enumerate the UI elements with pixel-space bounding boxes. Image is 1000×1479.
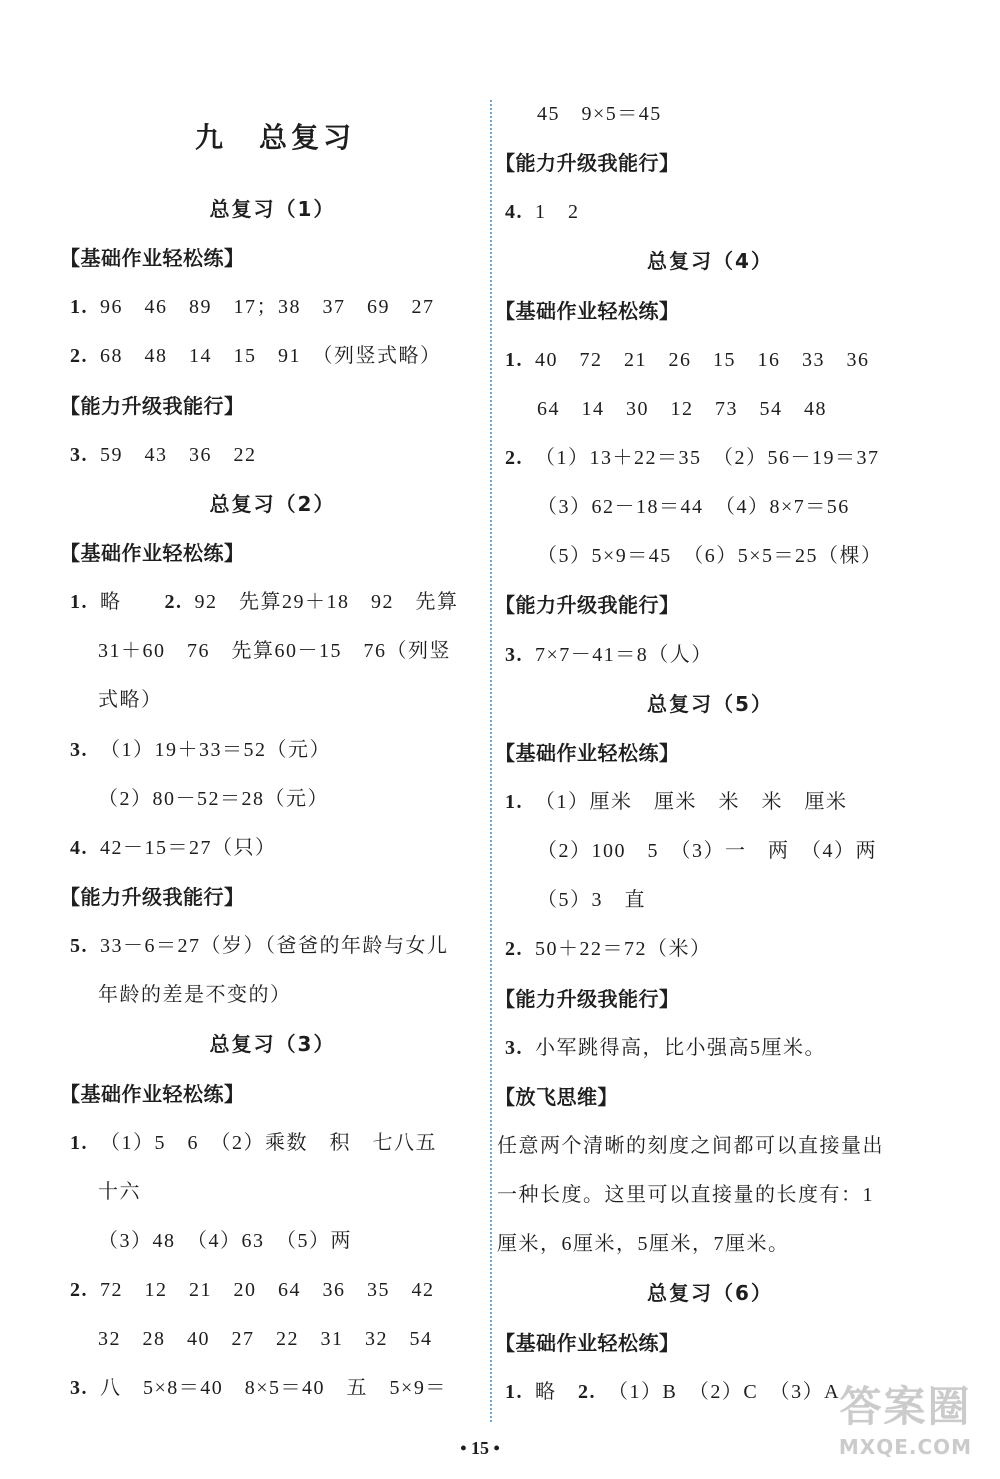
item-number: 1. — [70, 591, 88, 614]
answer-continuation: 45 9×5＝45 — [537, 103, 662, 125]
item-number: 5. — [70, 935, 88, 958]
item-text: 96 46 89 17；38 37 69 27 — [100, 296, 435, 319]
item-text: 92 先算29＋18 92 先算 — [194, 591, 459, 614]
item-text: 八 5×8＝40 8×5＝40 五 5×9＝ — [100, 1377, 447, 1400]
chapter-title: 九 总复习 — [194, 121, 355, 154]
answer-continuation: 32 28 40 27 22 31 32 54 — [98, 1328, 433, 1351]
item-number: 2. — [164, 591, 183, 614]
item-number: 2. — [578, 1380, 596, 1403]
answer-item — [60, 922, 485, 971]
answer-item — [495, 631, 960, 680]
answer-paragraph: 一种长度。这里可以直接量的长度有：1 — [497, 1184, 874, 1207]
answer-paragraph: 任意两个清晰的刻度之间都可以直接量出 — [497, 1134, 884, 1157]
item-text: （1）13＋22＝35 （2）56－19＝37 — [535, 446, 880, 469]
item-number: 2. — [70, 345, 88, 368]
item-text: （1）B （2）C （3）A — [608, 1380, 841, 1403]
exercise-category-heading: 【基础作业轻松练】 — [60, 246, 245, 271]
section-heading: 总复习（4） — [647, 249, 773, 274]
item-text: 略 — [100, 591, 165, 614]
answer-continuation: （5）3 直 — [537, 889, 646, 912]
item-number: 2. — [505, 938, 523, 961]
right-column — [495, 90, 960, 1417]
answer-item — [495, 778, 960, 827]
item-number: 3. — [70, 738, 88, 761]
exercise-category-heading: 【基础作业轻松练】 — [60, 540, 245, 565]
item-number: 2. — [70, 1279, 88, 1302]
item-text: 33－6＝27（岁）（爸爸的年龄与女儿 — [100, 935, 449, 958]
answer-paragraph: 厘米，6厘米，5厘米，7厘米。 — [497, 1233, 790, 1256]
page-number: • 15 • — [460, 1438, 500, 1458]
item-text: 68 48 14 15 91 （列竖式略） — [100, 345, 442, 368]
exercise-category-heading: 【基础作业轻松练】 — [495, 1330, 680, 1355]
watermark-logo-text: 答案圈 — [839, 1382, 972, 1431]
item-number: 2. — [505, 446, 523, 469]
exercise-category-heading: 【基础作业轻松练】 — [60, 1081, 245, 1106]
answer-item — [495, 188, 960, 237]
exercise-category-heading: 【能力升级我能行】 — [495, 593, 680, 618]
exercise-category-heading: 【能力升级我能行】 — [60, 884, 245, 909]
exercise-category-heading: 【能力升级我能行】 — [495, 151, 680, 176]
item-text: （1）19＋33＝52（元） — [100, 738, 331, 761]
exercise-category-heading: 【能力升级我能行】 — [60, 393, 245, 418]
answer-item — [60, 283, 485, 332]
section-heading: 总复习（2） — [209, 491, 336, 516]
section-heading: 总复习（3） — [209, 1032, 336, 1057]
exercise-category-heading: 【基础作业轻松练】 — [495, 298, 680, 323]
item-number: 3. — [70, 443, 88, 466]
answer-continuation: （3）62－18＝44 （4）8×7＝56 — [537, 496, 850, 519]
watermark-site-text: MXQE.COM — [838, 1435, 973, 1459]
answer-item — [60, 1364, 485, 1413]
answer-item — [60, 726, 485, 775]
answer-continuation: （3）48 （4）63 （5）两 — [98, 1229, 352, 1252]
item-number: 3. — [505, 1036, 523, 1059]
left-column — [60, 185, 485, 1414]
answer-item — [60, 824, 485, 873]
item-number: 3. — [70, 1377, 88, 1400]
exercise-category-heading: 【能力升级我能行】 — [495, 986, 680, 1011]
answer-continuation: （2）80－52＝28（元） — [98, 787, 329, 810]
section-heading: 总复习（1） — [209, 197, 336, 221]
item-text: 40 72 21 26 15 16 33 36 — [535, 348, 870, 371]
answer-continuation: （2）100 5 （3）一 两 （4）两 — [537, 840, 877, 863]
answer-continuation: （5）5×9＝45 （6）5×5＝25（棵） — [537, 545, 883, 568]
item-text: 59 43 36 22 — [100, 443, 257, 466]
column-divider — [490, 100, 492, 1422]
answer-item — [495, 925, 960, 974]
section-heading: 总复习（6） — [647, 1281, 773, 1306]
item-text: 72 12 21 20 64 36 35 42 — [100, 1279, 435, 1302]
answer-continuation: 年龄的差是不变的） — [98, 984, 292, 1007]
answer-item — [60, 1119, 485, 1168]
item-number: 1. — [505, 1380, 523, 1403]
answer-continuation: 式略） — [98, 689, 163, 712]
item-text: （1）5 6 （2）乘数 积 七八五 — [100, 1131, 437, 1154]
item-number: 1. — [70, 1131, 88, 1154]
answer-item — [495, 1024, 960, 1073]
section-heading: 总复习（5） — [647, 691, 773, 716]
item-text: 1 2 — [535, 201, 580, 224]
item-number: 1. — [70, 296, 88, 319]
answer-item — [60, 1266, 485, 1315]
item-number: 1. — [505, 348, 523, 371]
item-text: 略 — [535, 1380, 578, 1403]
exercise-category-heading: 【基础作业轻松练】 — [495, 740, 680, 765]
item-number: 1. — [505, 790, 523, 813]
answer-item — [495, 434, 960, 483]
item-text: 7×7－41＝8（人） — [535, 643, 713, 666]
watermark-logo — [818, 1380, 993, 1460]
exercise-category-heading: 【放飞思维】 — [495, 1084, 618, 1109]
answer-item — [495, 336, 960, 385]
item-text: 50＋22＝72（米） — [535, 938, 712, 961]
answer-item — [60, 332, 485, 381]
answer-item — [60, 431, 485, 480]
item-text: 小军跳得高，比小强高5厘米。 — [535, 1036, 826, 1059]
item-number: 3. — [505, 643, 523, 666]
item-text: （1）厘米 厘米 米 米 厘米 — [535, 790, 848, 813]
item-number: 4. — [70, 836, 88, 859]
answer-continuation: 31＋60 76 先算60－15 76（列竖 — [98, 640, 451, 663]
answer-continuation: 64 14 30 12 73 54 48 — [537, 397, 827, 420]
item-number: 4. — [505, 201, 523, 224]
answer-continuation: 十六 — [98, 1180, 141, 1203]
answer-item — [60, 578, 485, 627]
item-text: 42－15＝27（只） — [100, 836, 277, 859]
